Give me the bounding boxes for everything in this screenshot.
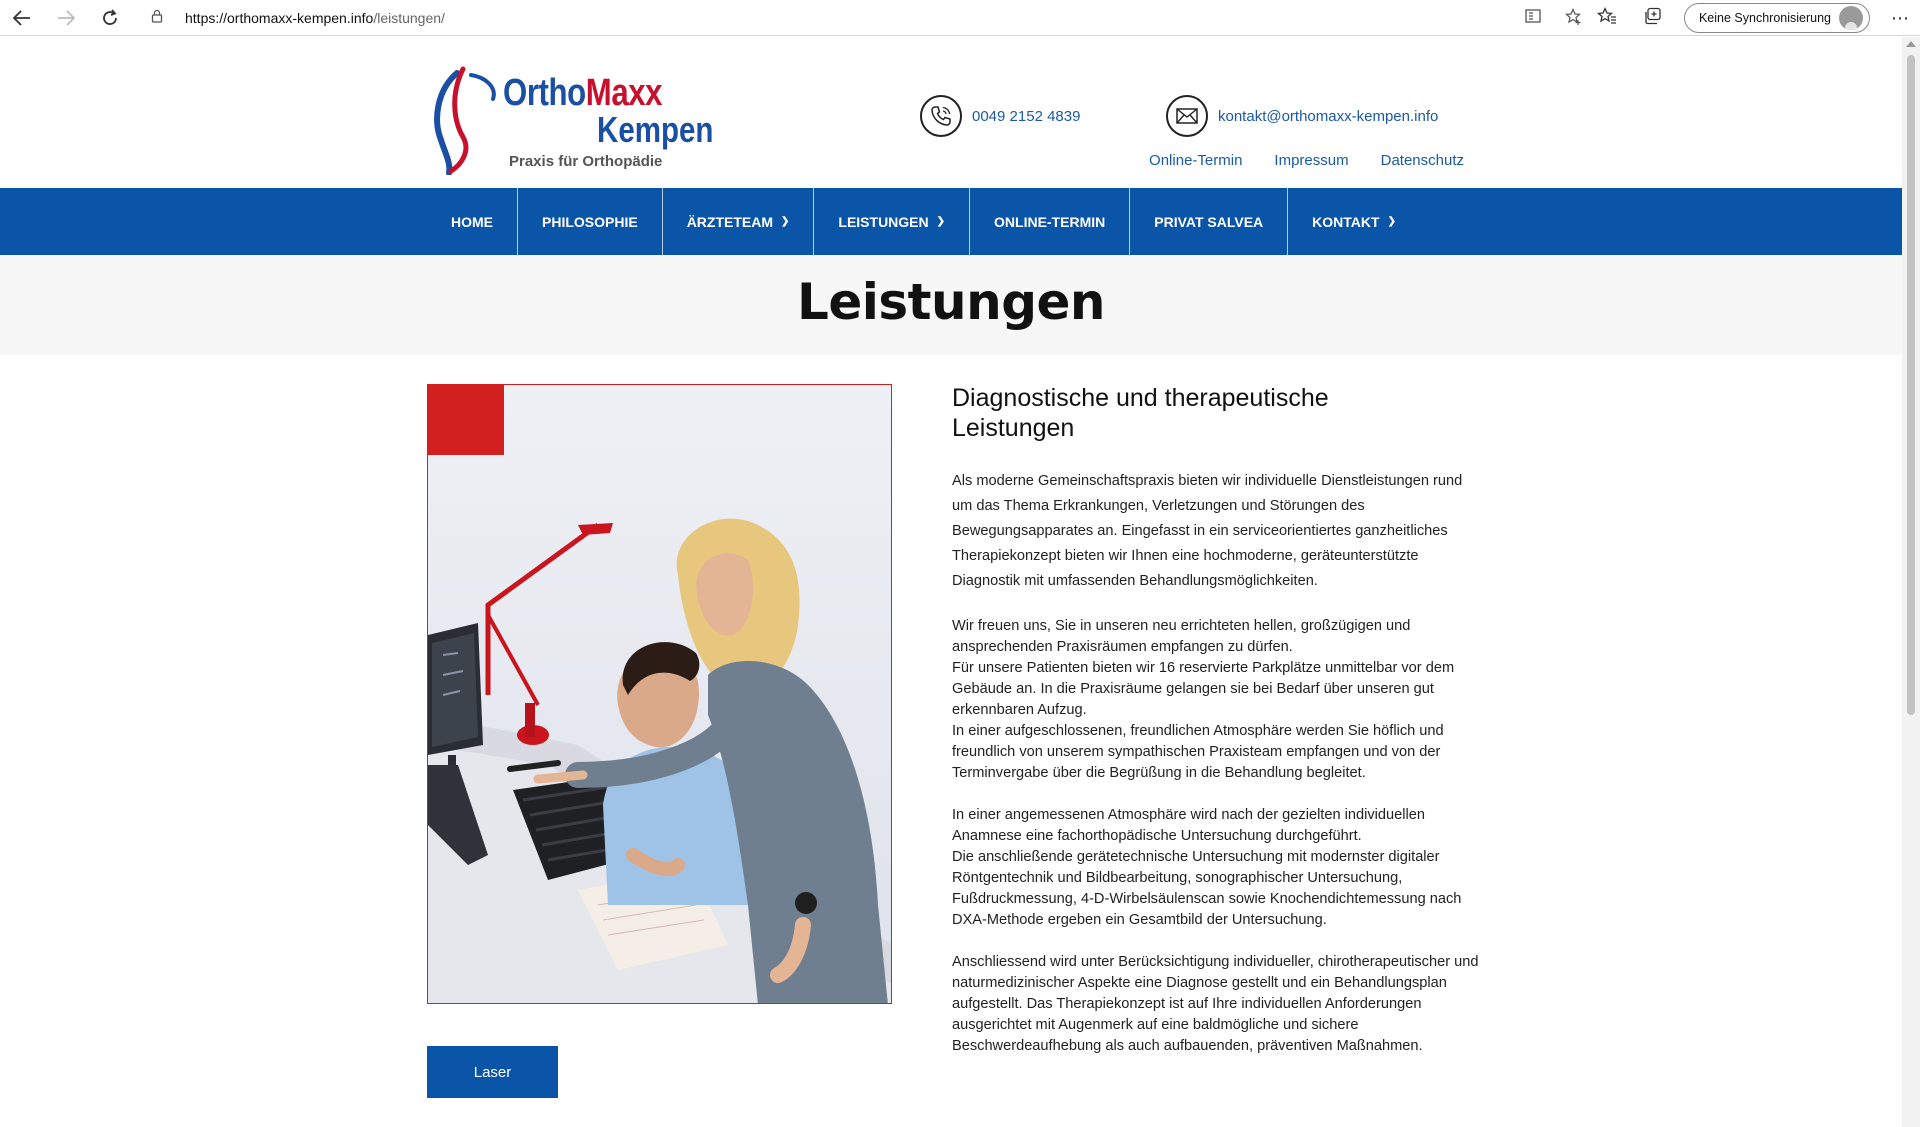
decorative-red-square bbox=[428, 385, 504, 455]
logo-kempen: Kempen bbox=[597, 109, 714, 150]
logo-wordmark bbox=[503, 73, 662, 113]
nav-item-leistungen[interactable] bbox=[814, 188, 970, 255]
website bbox=[0, 37, 1902, 1127]
top-links bbox=[1149, 152, 1464, 169]
arrow-right-icon bbox=[57, 10, 75, 26]
arrow-left-icon bbox=[13, 10, 31, 26]
nav-item-privat-salvea[interactable] bbox=[1130, 188, 1288, 255]
nav-label: HOME bbox=[451, 213, 493, 230]
nav-label: KONTAKT bbox=[1312, 213, 1380, 230]
paragraph-therapie: Anschliessend wird unter Berücksichtigung individueller, chirotherapeutischer und naturmedizinischer Aspekte eine Diagnose gestellt und ein Behandlungsplan aufgestellt. Das Therapiekonzept ist auf Ihre individuellen Anforderungen ausgerichtet mit Augenmerk auf eine baldmögliche und sichere Beschwerdeaufhebung als auch aufbauenden, präventiven Maßnahmen. bbox=[952, 954, 1479, 1054]
reader-view-icon[interactable] bbox=[1525, 8, 1543, 30]
add-favorite-icon[interactable] bbox=[1565, 8, 1583, 30]
nav-item-philosophie[interactable] bbox=[518, 188, 663, 255]
page-title-band bbox=[0, 255, 1902, 355]
email-contact[interactable] bbox=[1166, 95, 1438, 137]
chevron-down-icon: ❯ bbox=[781, 216, 790, 227]
reload-icon bbox=[101, 9, 119, 27]
nav-label: PRIVAT SALVEA bbox=[1154, 213, 1264, 230]
sync-profile-button[interactable] bbox=[1684, 3, 1870, 33]
url-path: /leistungen/ bbox=[373, 10, 445, 26]
favorites-icon[interactable] bbox=[1584, 7, 1630, 30]
paragraph-intro: Als moderne Gemeinschaftspraxis bieten wir individuelle Dienstleistungen rund um das Thema Erkrankungen, Verletzungen und Störungen des Bewegungsapparates an. Eingefasst in ein serviceorientiertes ganzheitliches Therapiekonzept bieten wir Ihnen eine hochmoderne, geräteunterstützte Diagnostik mit umfassenden Behandlungsmöglichkeiten. bbox=[952, 473, 1463, 589]
phone-icon bbox=[920, 95, 962, 137]
doctors-at-computer-image bbox=[428, 385, 892, 1004]
section-heading: Diagnostische und therapeutische Leistungen bbox=[952, 384, 1329, 442]
browser-toolbar bbox=[0, 0, 1920, 36]
email-address[interactable]: kontakt@orthomaxx-kempen.info bbox=[1218, 107, 1439, 125]
nav-label: LEISTUNGEN bbox=[838, 213, 929, 230]
scroll-up-arrow-icon[interactable] bbox=[1906, 41, 1916, 47]
chevron-down-icon: ❯ bbox=[936, 216, 946, 227]
nav-item-home[interactable] bbox=[427, 188, 518, 255]
scroll-thumb[interactable] bbox=[1907, 55, 1915, 715]
main-navigation bbox=[0, 188, 1902, 255]
logo-swoosh-icon bbox=[427, 65, 507, 175]
mail-icon bbox=[1166, 95, 1208, 137]
avatar-icon bbox=[1839, 6, 1863, 30]
lock-icon bbox=[143, 9, 171, 27]
nav-item-aerzteteam[interactable] bbox=[663, 188, 815, 255]
logo-tagline: Praxis für Orthopädie bbox=[509, 153, 663, 170]
datenschutz-link[interactable]: Datenschutz bbox=[1380, 152, 1464, 169]
phone-number[interactable]: 0049 2152 4839 bbox=[972, 107, 1081, 125]
back-button[interactable] bbox=[0, 0, 44, 36]
more-menu-icon[interactable]: ⋯ bbox=[1891, 7, 1909, 29]
reload-button[interactable] bbox=[88, 0, 132, 36]
impressum-link[interactable]: Impressum bbox=[1274, 152, 1349, 169]
laser-button[interactable] bbox=[427, 1046, 558, 1098]
nav-label: ONLINE-TERMIN bbox=[994, 213, 1106, 230]
nav-label: PHILOSOPHIE bbox=[542, 213, 638, 230]
site-logo[interactable] bbox=[427, 65, 717, 175]
logo-ortho: Ortho bbox=[503, 72, 586, 114]
laser-button-label: Laser bbox=[473, 1063, 512, 1081]
address-bar[interactable] bbox=[143, 4, 1593, 32]
chevron-down-icon: ❯ bbox=[1387, 216, 1396, 227]
collections-icon[interactable] bbox=[1630, 7, 1676, 30]
sync-label: Keine Synchronisierung bbox=[1698, 11, 1831, 25]
page-scrollbar[interactable] bbox=[1902, 37, 1920, 1127]
paragraph-praxis: Wir freuen uns, Sie in unseren neu errichteten hellen, großzügigen und ansprechenden Praxisräumen empfangen zu dürfen. Für unsere Patienten bieten wir 16 reservierte Parkplätze unmittelbar vor dem Gebäude an. In die Praxisräume gelangen sie bei Bedarf über unseren gut erkennbaren Aufzug. In einer aufgeschlossenen, freundlichen Atmosphäre werden Sie höflich und freundlich von unserem sympathischen Praxisteam empfangen und von der Terminvergabe über die Begrüßung in die Behandlung begleitet. bbox=[952, 618, 1455, 781]
paragraph-diagnostik: In einer angemessenen Atmosphäre wird nach der gezielten individuellen Anamnese eine fachorthopädische Untersuchung durchgeführt. Die anschließende gerätetechnische Untersuchung mit modernster digitaler Röntgentechnik und Bildbearbeitung, sonographischer Untersuchung, Fußdruckmessung, 4-D-Wirbelsäulenscan sowie Knochendichtemessung nach DXA-Methode ergeben ein Gesamtbild der Untersuchung. bbox=[952, 807, 1462, 928]
url-host: https://orthomaxx-kempen.info bbox=[185, 10, 374, 26]
practice-photo bbox=[427, 384, 892, 1004]
nav-label: ÄRZTETEAM bbox=[686, 213, 774, 230]
page-title: Leistungen bbox=[796, 273, 1106, 331]
nav-item-kontakt[interactable] bbox=[1288, 188, 1420, 255]
forward-button[interactable] bbox=[44, 0, 88, 36]
url-text bbox=[185, 10, 445, 26]
logo-maxx: Maxx bbox=[585, 72, 663, 114]
online-termin-link[interactable]: Online-Termin bbox=[1149, 152, 1243, 169]
content-column bbox=[952, 383, 1482, 1078]
phone-contact[interactable] bbox=[920, 95, 1080, 137]
nav-item-online-termin[interactable] bbox=[970, 188, 1130, 255]
